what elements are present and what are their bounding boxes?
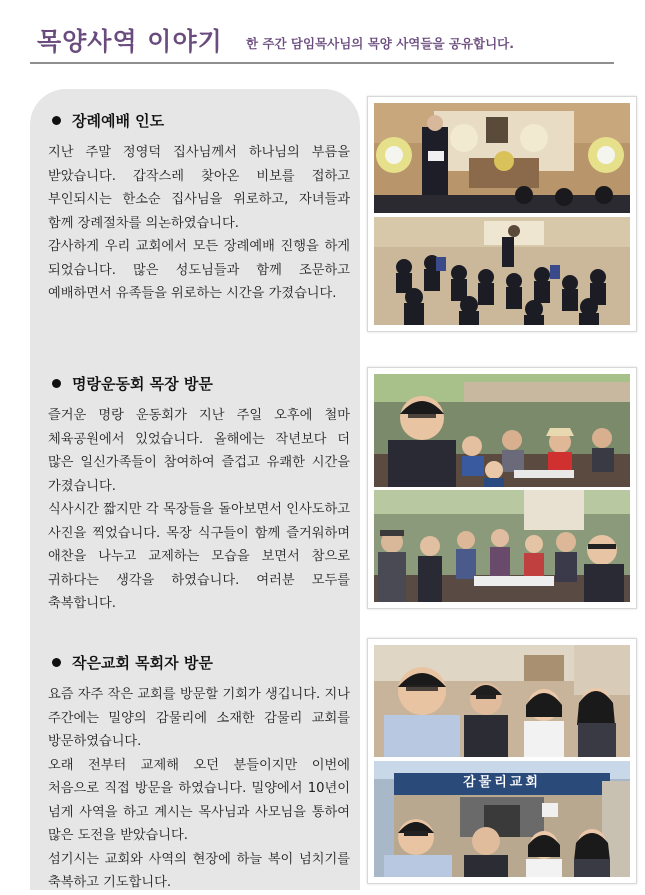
header-divider (30, 62, 614, 64)
bullet-icon (52, 116, 61, 125)
section-paragraph: 감사하게 우리 교회에서 모든 장례예배 진행을 하게 되었습니다. 많은 성도님들과 함께 조문하고 예배하면서 유족들을 위로하는 시간을 가졌습니다. (48, 239, 350, 301)
photo-frame-small-church (367, 638, 637, 884)
section-small-church (48, 652, 350, 895)
section-paragraph: 즐거운 명랑 운동회가 지난 주일 오후에 철마 체육공원에서 있었습니다. 올해에는 작년보다 더 많은 일신가족들이 참여하여 즐겁고 유쾌한 시간을 가졌습니다. (48, 408, 350, 494)
section-heading (48, 110, 350, 131)
funeral-congregation-photo (374, 217, 630, 325)
sports-day-group-photo (374, 490, 630, 602)
church-visit-selfie-photo (374, 645, 630, 757)
section-paragraph: 섬기시는 교회와 사역의 현장에 하늘 복이 넘치기를 축복하고 기도합니다. (48, 851, 350, 890)
section-paragraph: 요즘 자주 작은 교회를 방문할 기회가 생깁니다. 지나 주간에는 밀양의 감물리에 소재한 감물리 교회를 방문하였습니다. (48, 687, 350, 749)
bullet-icon (52, 658, 61, 667)
section-heading (48, 652, 350, 673)
section-heading-text: 장례예배 인도 (72, 112, 165, 130)
page-subtitle: 한 주간 담임목사님의 목양 사역들을 공유합니다. (246, 36, 515, 51)
photo-frame-sports-day (367, 367, 637, 609)
section-paragraph: 지난 주말 정영덕 집사님께서 하나님의 부름을 받았습니다. 갑작스레 찾아온 비보를 접하고 부인되시는 한소순 집사님을 위로하고, 자녀들과 함께 장례절차를 의논하였습니다. (48, 145, 350, 231)
photo-frame-funeral (367, 96, 637, 332)
page-title: 목양사역 이야기 (37, 27, 223, 56)
section-heading (48, 373, 350, 394)
section-paragraph: 오래 전부터 교제해 오던 분들이지만 이번에 처음으로 직접 방문을 하였습니다. 밀양에서 10년이 넘게 사역을 하고 계시는 목사님과 사모님을 통하여 많은 도전을 받았습니다. (48, 757, 350, 843)
church-sign-text: 감물리교회 (463, 775, 541, 790)
section-paragraph: 식사시간 짧지만 각 목장들을 돌아보면서 인사도하고 사진을 찍었습니다. 목장 식구들이 함께 즐거워하며 애찬을 나누고 교제하는 모습을 보면서 참으로 귀하다는 생각을 하였습니다. 여러분 모두를 축복합니다. (48, 502, 350, 611)
section-sports-day (48, 373, 350, 616)
section-funeral (48, 110, 350, 306)
bullet-icon (52, 379, 61, 388)
funeral-altar-photo (374, 103, 630, 213)
sports-day-selfie-photo (374, 374, 630, 487)
church-front-group-photo (374, 761, 630, 877)
section-heading-text: 명랑운동회 목장 방문 (72, 375, 213, 393)
page-header (0, 0, 645, 64)
section-heading-text: 작은교회 목회자 방문 (72, 654, 213, 672)
